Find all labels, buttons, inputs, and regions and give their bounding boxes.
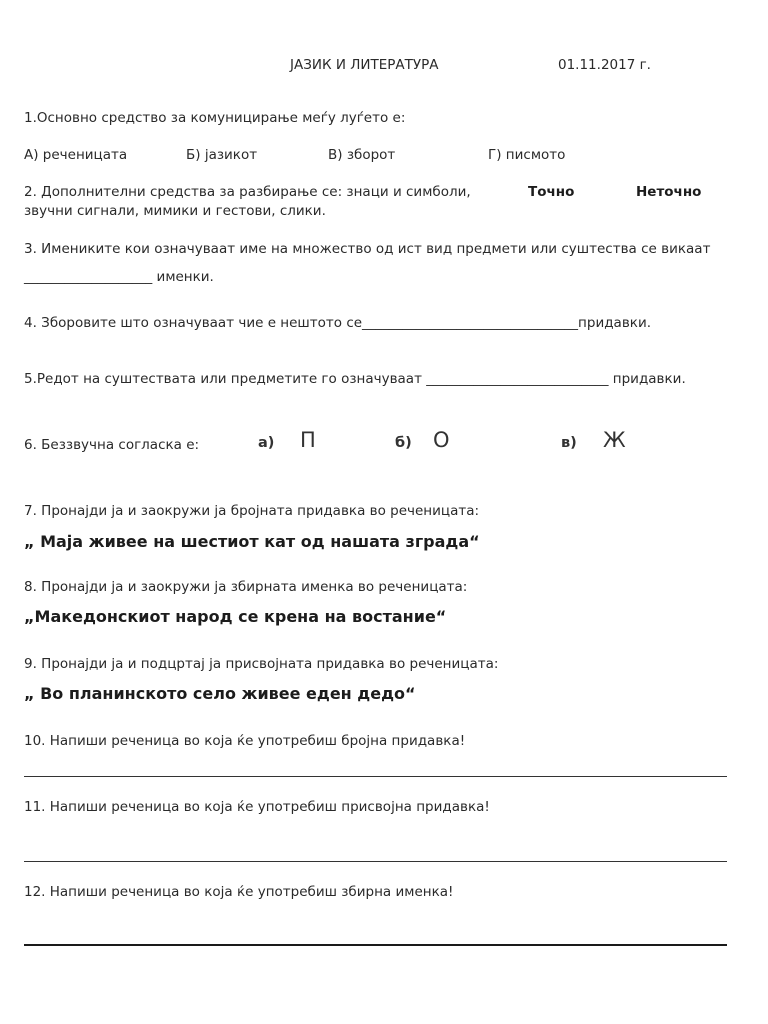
q2-false-label: Неточно	[636, 184, 702, 200]
q1-option-b: Б) јазикот	[186, 147, 258, 163]
date: 01.11.2017 г.	[558, 57, 651, 73]
question-3-line-2: ___________________ именки.	[24, 269, 214, 285]
question-10: 10. Напиши реченица во која ќе употребиш бројна придавка!	[24, 733, 466, 749]
q6-option-c-label: в)	[561, 435, 577, 451]
q6-option-b-letter: О	[433, 428, 450, 452]
question-6: 6. Беззвучна согласка е:	[24, 437, 200, 453]
page-title: ЈАЗИК И ЛИТЕРАТУРА	[290, 57, 439, 73]
question-8-sentence: „Македонскиот народ се крена на востание“	[24, 607, 447, 626]
answer-line-11[interactable]	[24, 861, 727, 862]
q1-option-c: В) зборот	[328, 147, 396, 163]
question-8: 8. Пронајди ја и заокружи ја збирната именка во реченицата:	[24, 579, 468, 595]
q1-option-d: Г) писмото	[488, 147, 566, 163]
q2-true-label: Точно	[528, 184, 575, 200]
q1-option-a: А) реченицата	[24, 147, 128, 163]
question-4: 4. Зборовите што означуваат чие е нештото се________________________________придавки.	[24, 315, 652, 331]
answer-line-10[interactable]	[24, 776, 727, 777]
question-9-sentence: „ Во планинското село живее еден дедо“	[24, 684, 416, 703]
question-1: 1.Основно средство за комуницирање меѓу луѓето е:	[24, 110, 406, 126]
question-2-line-2: звучни сигнали, мимики и гестови, слики.	[24, 203, 326, 219]
question-7: 7. Пронајди ја и заокружи ја бројната придавка во реченицата:	[24, 503, 480, 519]
q6-option-b-label: б)	[395, 435, 412, 451]
question-5: 5.Редот на суштествата или предметите го означуваат ___________________________ придавки.	[24, 371, 686, 387]
q6-option-c-letter: Ж	[603, 428, 626, 452]
question-11: 11. Напиши реченица во која ќе употребиш присвојна придавка!	[24, 799, 490, 815]
question-12: 12. Напиши реченица во која ќе употребиш збирна именка!	[24, 884, 454, 900]
question-3-line-1: 3. Имениките кои означуваат име на множество од ист вид предмети или суштества се викаат	[24, 241, 711, 257]
question-7-sentence: „ Маја живее на шестиот кат од нашата зграда“	[24, 532, 480, 551]
question-2-line-1: 2. Дополнителни средства за разбирање се: знаци и симболи,	[24, 184, 471, 200]
q6-option-a-letter: П	[300, 428, 316, 452]
question-9: 9. Пронајди ја и подцртај ја присвојната придавка во реченицата:	[24, 656, 499, 672]
q6-option-a-label: а)	[258, 435, 275, 451]
answer-line-12[interactable]	[24, 944, 727, 946]
